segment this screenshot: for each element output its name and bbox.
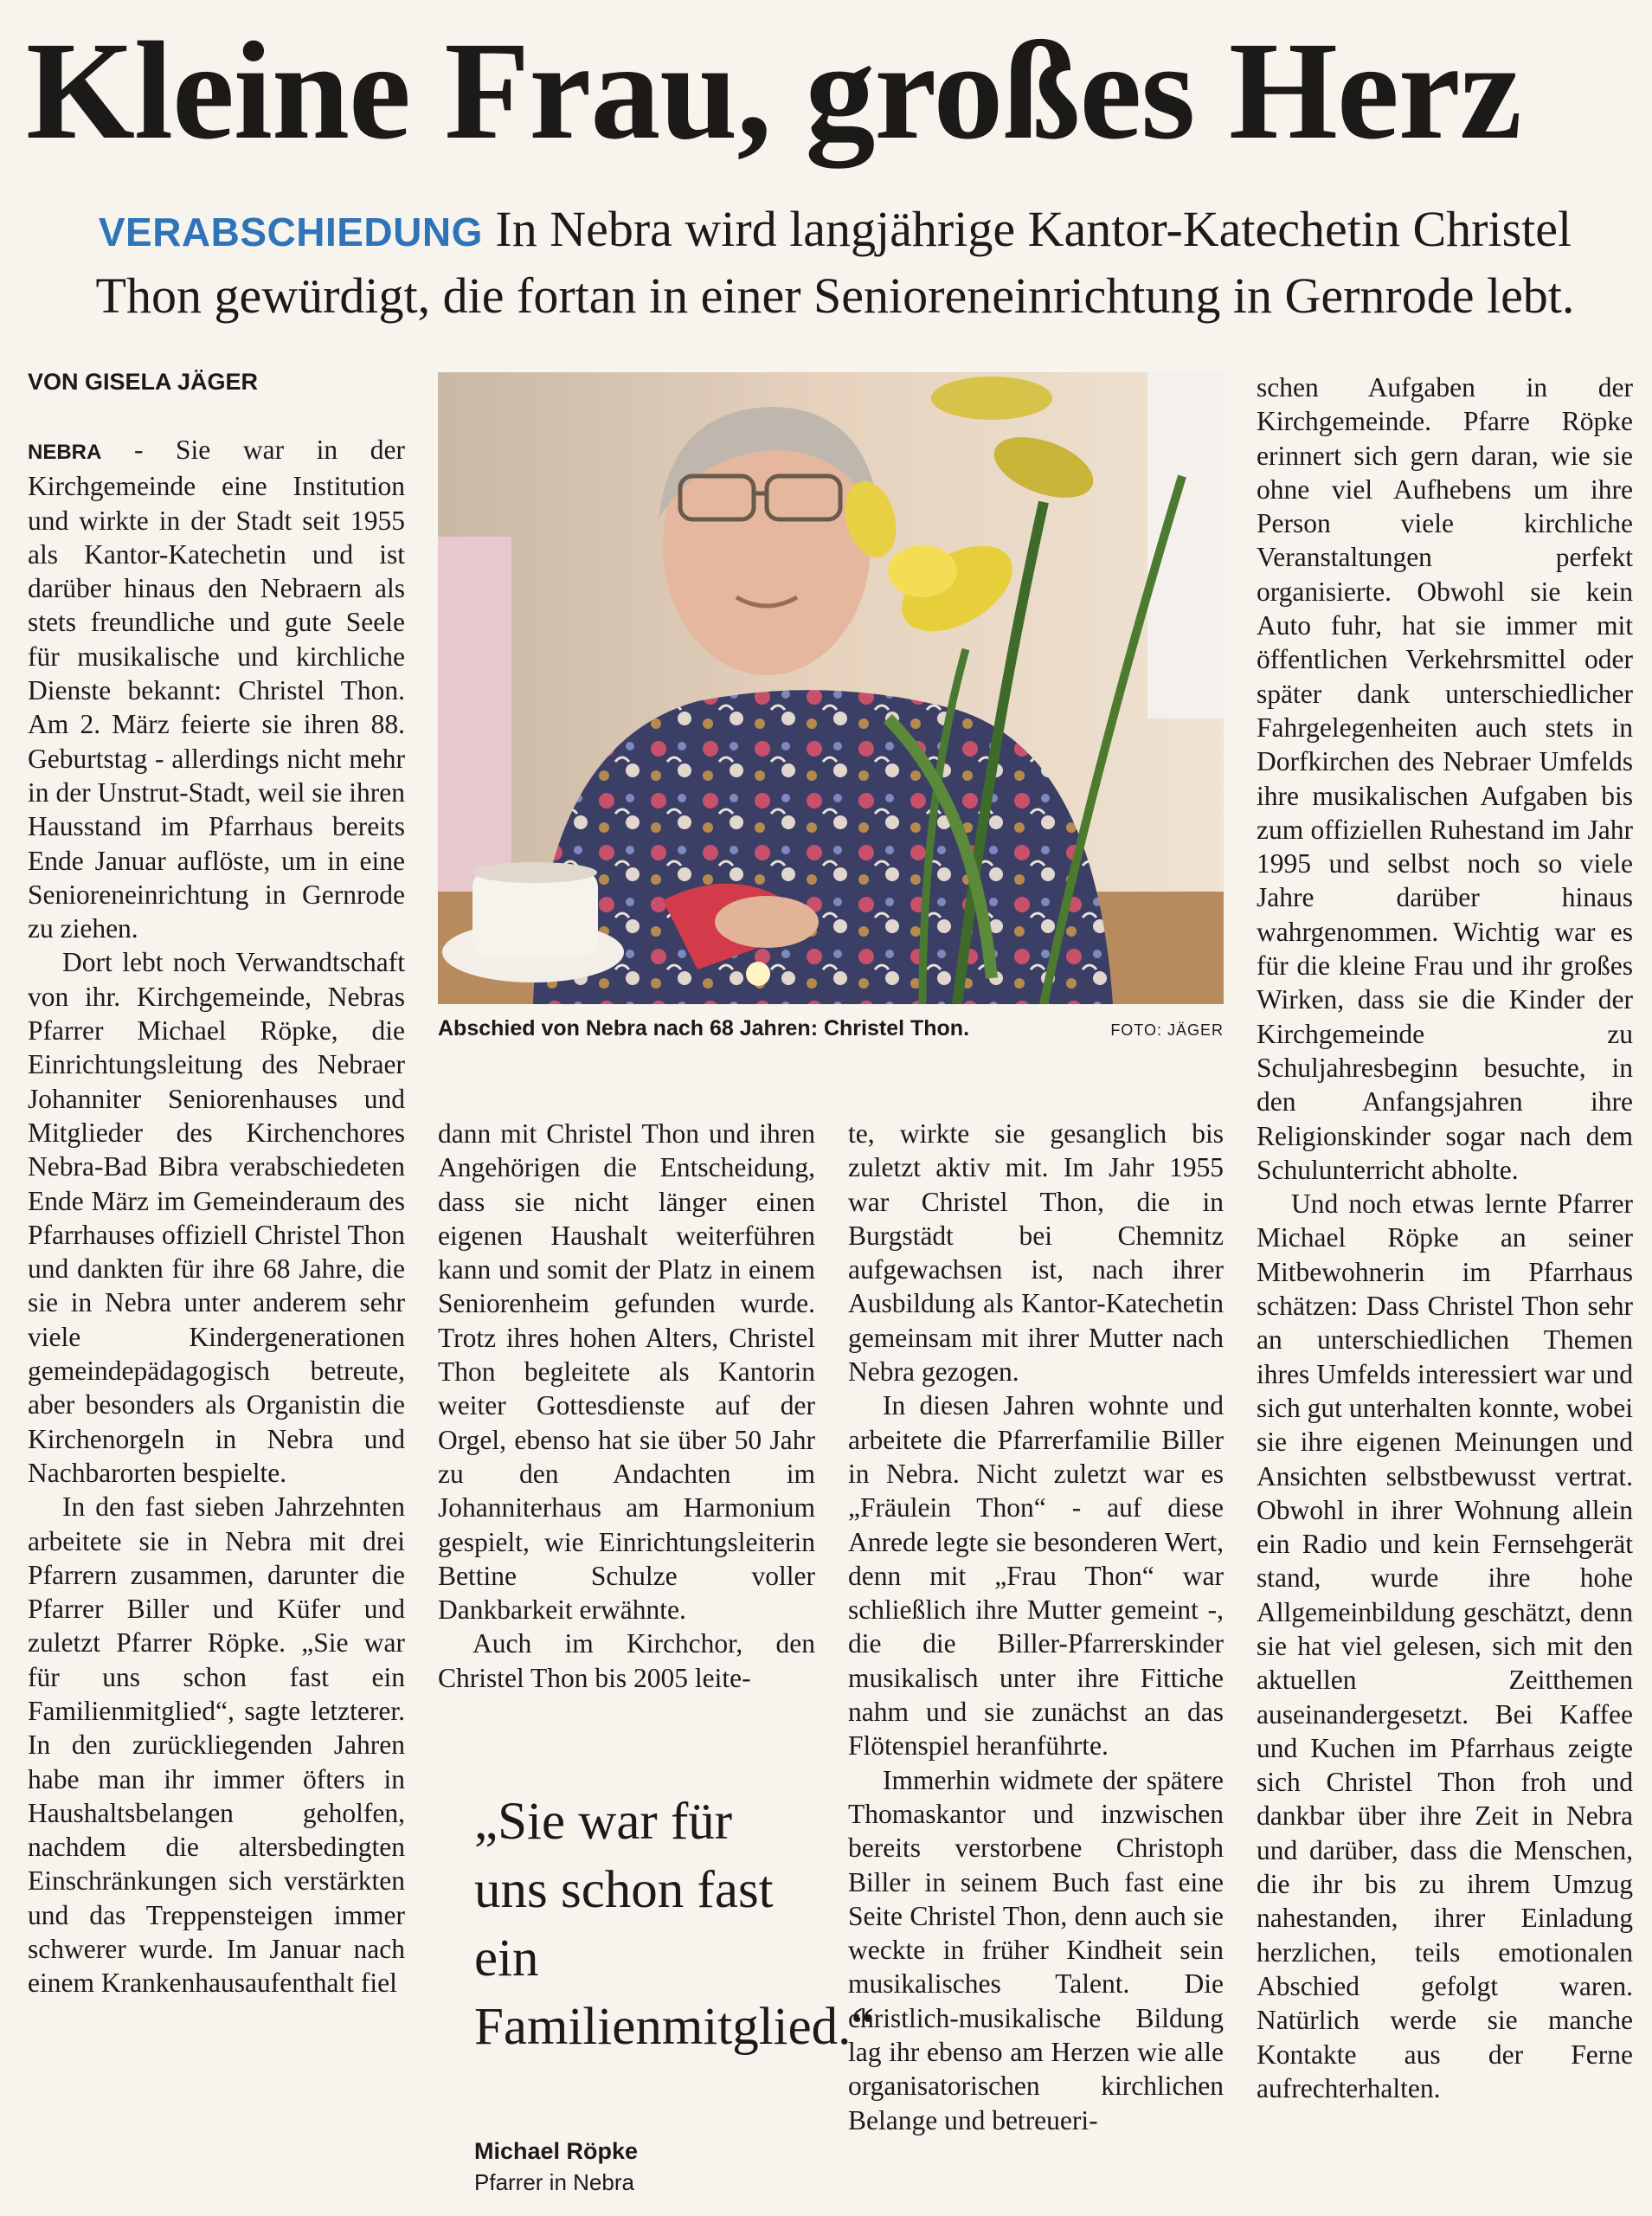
paragraph: In den fast sieben Jahrzehnten arbeitete sie in Nebra mit drei Pfarrern zusammen, darunter die Pfarrer Biller und Küfer und zuletzt Pfarrer Röpke. „Sie war für uns schon fast ein Familienmitglied“, sagte letzterer. In den zurückliegenden Jahren habe man ihr immer öfters in Haushaltsbelangen geholfen, nachdem die altersbedingten Einschränkungen sich verstärkten und das Treppensteigen immer schwerer wurde. Im Januar nach einem Krankenhausaufenthalt fiel: [28, 1491, 405, 1999]
deck: [48, 197, 1623, 328]
paragraph: Und noch etwas lernte Pfarrer Michael Röpke an seiner Mitbewohnerin im Pfarrhaus schätzen: Dass Christel Thon sehr an unterschiedlichen Themen ihres Umfelds interessiert war und sich gut unterhalten konnte, wobei sie ihre eigenen Meinungen und Ansichten selbstbewusst vertrat. Obwohl in ihrer Wohnung allein ein Radio und kein Fernsehgerät stand, wurde ihre hohe Allgemeinbildung geschätzt, denn sie hat viel gelesen, sich mit den aktuellen Zeitthemen auseinandergesetzt. Bei Kaffee und Kuchen im Pfarrhaus zeigte sich Christel Thon froh und dankbar über ihre Zeit in Nebra und darüber, dass die Menschen, die ihr bis zu ihrem Umzug nahestanden, ihrer Einladung herzlichen, teils emotionalen Abschied gefolgt waren. Natürlich werde sie manche Kontakte aus der Ferne aufrechterhalten.: [1257, 1189, 1633, 2103]
paragraph: Dort lebt noch Verwandtschaft von ihr. Kirchgemeinde, Nebras Pfarrer Michael Röpke, die Einrichtungsleitung des Nebraer Johanniter Seniorenhauses und Mitglieder des Kirchenchores Nebra-Bad Bibra verabschiedeten Ende März im Gemeinderaum des Pfarrhauses offiziell Christel Thon und dankten für ihre 68 Jahre, die sie in Nebra unter anderem sehr viele Kindergenerationen gemeindepädagogisch betreute, aber besonders als Organistin die Kirchenorgeln in Nebra und Nachbarorten bespielte.: [28, 947, 405, 1488]
pull-quote-author: Michael Röpke: [474, 2138, 639, 2164]
pull-quote-role: Pfarrer in Nebra: [474, 2169, 634, 2195]
article-column-3: [848, 1117, 1224, 2209]
paragraph: dann mit Christel Thon und ihren Angehörigen die Entscheidung, dass sie nicht länger einen eigenen Haushalt weiterführen kann und somit der Platz in einem Seniorenheim gefunden wurde. Trotz ihres hohen Alters, Christel Thon begleitete als Kantorin weiter Gottesdienste auf der Orgel, ebenso hat sie über 50 Jahr zu den Andachten im Johanniterhaus am Harmonium gespielt, wie Einrichtungsleiterin Bettine Schulze voller Dankbarkeit erwähnte.: [438, 1118, 815, 1626]
portrait-photo-illustration: [438, 372, 1224, 1004]
paragraph: In diesen Jahren wohnte und arbeitete die Pfarrerfamilie Biller in Nebra. Nicht zuletzt war es „Fräulein Thon“ - auf diese Anrede legte sie besonderen Wert, denn mit „Frau Thon“ war schließlich ihre Mutter gemeint -, die die Biller-Pfarrerskinder musikalisch unter ihre Fittiche nahm und sie zunächst an das Flötenspiel heranführte.: [848, 1390, 1224, 1762]
article-column-2: [438, 1117, 815, 1740]
byline: VON GISELA JÄGER: [28, 369, 259, 395]
dateline: NEBRA: [28, 441, 102, 464]
paragraph-text: - Sie war in der Kirchgemeinde eine Institution und wirkte in der Stadt seit 1955 als Kantor-Katechetin und ist darüber hinaus den Nebraern als stets freundliche und gute Seele für musikalische und kirchliche Dienste bekannt: Christel Thon. Am 2. März feierte sie ihren 88. Geburtstag - allerdings nicht mehr in der Unstrut-Stadt, weil sie ihren Hausstand im Pfarrhaus bereits Ende Januar auflöste, um in eine Senioreneinrichtung in Gernrode zu ziehen.: [28, 435, 405, 944]
paragraph: Immerhin widmete der spätere Thomaskantor und inzwischen bereits verstorbene Christoph Biller in seinem Buch fast eine Seite Christel Thon, denn auch sie weckte in früher Kindheit sein musikalisches Talent. Die christlich-musikalische Bildung lag ihr ebenso am Herzen wie alle organisatorischen kirchlichen Belange und betreueri-: [848, 1764, 1224, 2135]
article-photo: [438, 372, 1224, 1004]
headline: Kleine Frau, großes Herz: [26, 14, 1521, 169]
deck-kicker: VERABSCHIEDUNG: [98, 209, 483, 254]
pull-quote: „Sie war für uns schon fast ein Familienmitglied.“: [474, 1793, 875, 2056]
photo-credit: FOTO: JÄGER: [1110, 1021, 1224, 1039]
paragraph: Auch im Kirchchor, den Christel Thon bis 2005 leite-: [438, 1628, 815, 1693]
article-column-1: [28, 433, 405, 2199]
paragraph: [28, 433, 405, 945]
paragraph: te, wirkte sie gesanglich bis zuletzt aktiv mit. Im Jahr 1955 war Christel Thon, die in Burgstädt bei Chemnitz aufgewachsen ist, nach ihrer Ausbildung als Kantor-Katechetin gemeinsam mit ihrer Mutter nach Nebra gezogen.: [848, 1118, 1224, 1388]
caption-text: Abschied von Nebra nach 68 Jahren: Christel Thon.: [438, 1016, 970, 1040]
deck-text: In Nebra wird langjährige Kantor-Katechetin Christel Thon gewürdigt, die fortan in einer Senioreneinrichtung in Gernrode lebt.: [95, 201, 1575, 324]
paragraph: schen Aufgaben in der Kirchgemeinde. Pfarre Röpke erinnert sich gern daran, wie sie ohne viel Aufhebens um ihre Person viele kirchliche Veranstaltungen perfekt organisierte. Obwohl sie kein Auto fuhr, hat sie immer mit öffentlichen Verkehrsmittel oder später dank unterschiedlicher Fahrgelegenheiten auch stets in Dorfkirchen des Nebraer Umfelds ihre musikalischen Aufgaben bis zum offiziellen Ruhestand im Jahr 1995 und selbst noch so viele Jahre darüber hinaus wahrgenommen. Wichtig war es für die kleine Frau und ihr großes Wirken, dass sie die Kinder der Kirchgemeinde zu Schuljahresbeginn besuchte, in den Anfangsjahren ihre Religionskinder sogar nach dem Schulunterricht abholte.: [1257, 372, 1633, 1185]
photo-caption: [438, 1016, 1224, 1047]
article-column-4: [1257, 370, 1633, 2211]
